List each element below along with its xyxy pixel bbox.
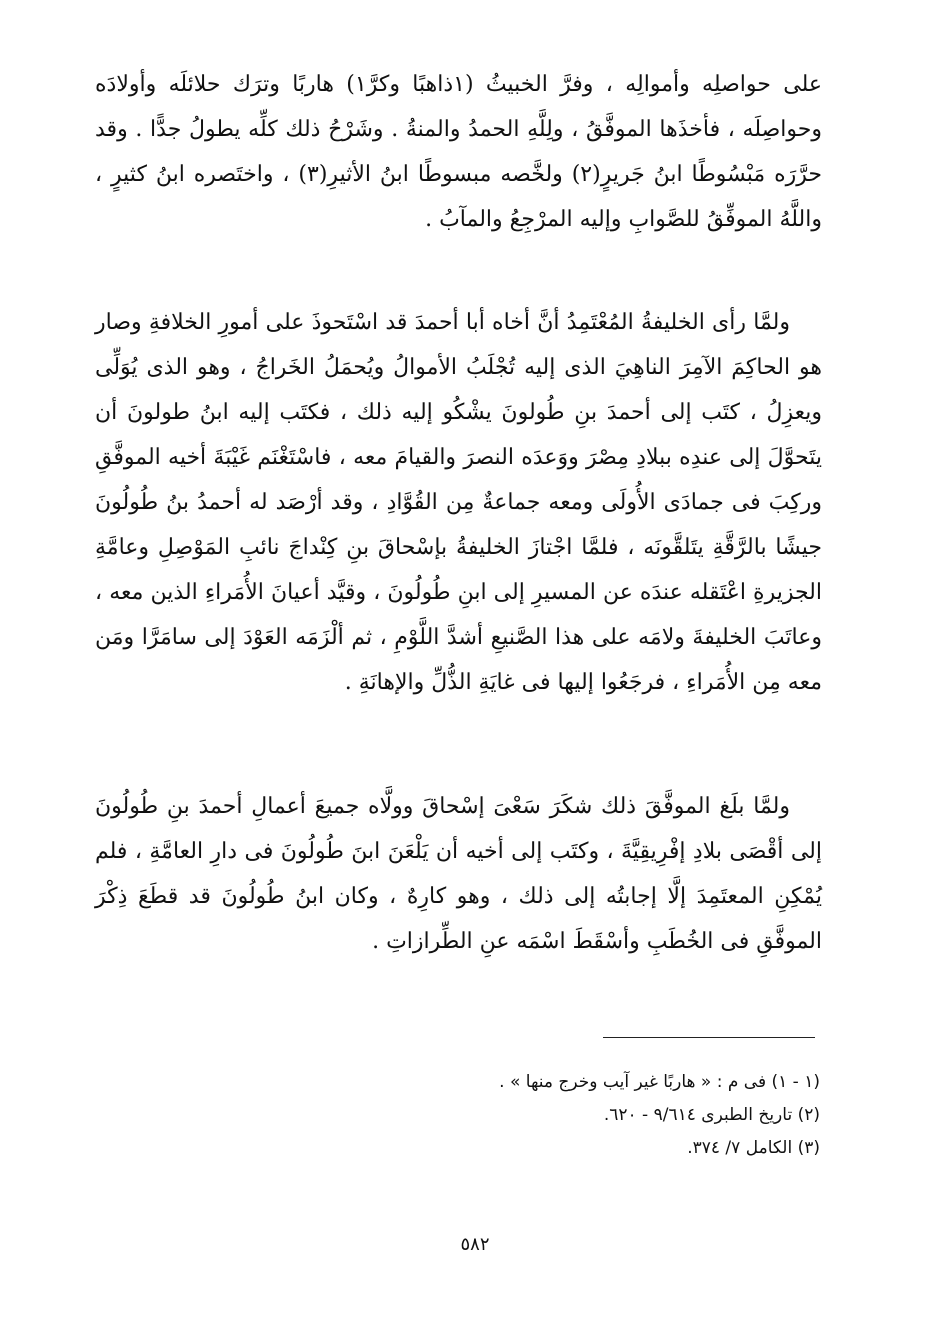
- footnote-separator-rule: [603, 1037, 815, 1038]
- paragraph-1: على حواصلِه وأموالِه ، وفرَّ الخبيثُ (١ذاهبًا وكرَّ١) هاربًا وترَك حلائلَه وأولادَه وحواصِلَه ، فأخذَها الموفَّقُ ، ولِلَّهِ الحمدُ والمنةُ . وشَرْحُ ذلك كلِّه يطولُ جدًّا . وقد حرَّرَه مَبْسُوطًا ابنُ جَريرٍ(٢) ولخَّصه مبسوطًا ابنُ الأثيرِ(٣) ، واختَصره ابنُ كثيرٍ ، واللَّهُ الموفِّقُ للصَّوابِ وإليه المرْجِعُ والمآبُ .: [95, 72, 823, 232]
- footnote-3: (٣) الكامل ٧/ ٣٧٤.: [687, 1138, 820, 1158]
- main-text-block-3: [95, 784, 822, 964]
- footnote-1: (١ - ١) فى م : « هاربًا غير آيب وخرج منها » .: [499, 1072, 820, 1092]
- footnote-2: (٢) تاريخ الطبرى ٩/٦١٤ - ٦٢٠.: [603, 1105, 820, 1125]
- page-number: ٥٨٢: [460, 1234, 490, 1255]
- paragraph-3: ولمَّا بلَغ الموفَّقَ ذلك شكَرَ سَعْىَ إسْحاقَ وولَّاه جميعَ أعمالِ أحمدَ بنِ طُولُونَ إلى أقْصَى بلادِ إفْرِيقِيَّةَ ، وكتَب إلى أخيه أن يَلْعَنَ ابنَ طُولُونَ فى دارِ العامَّةِ ، فلم يُمْكِنِ المعتَمِدَ إلَّا إجابتُه إلى ذلك ، وهو كارِهٌ ، وكان ابنُ طُولُونَ قد قطَعَ ذِكْرَ الموفَّقِ فى الخُطَبِ وأسْقَطَ اسْمَه عنِ الطِّرازاتِ .: [95, 794, 822, 954]
- main-text-block-1: [95, 62, 822, 242]
- footnotes-block: [300, 1066, 820, 1165]
- paragraph-2: ولمَّا رأى الخليفةُ المُعْتَمِدُ أنَّ أخاه أبا أحمدَ قد اسْتَحوذَ على أمورِ الخلافةِ وصار هو الحاكِمَ الآمِرَ الناهِيَ الذى إليه تُجْلَبُ الأموالُ ويُحمَلُ الخَراجُ ، وهو الذى يُوَلِّى ويعزِلُ ، كتَب إلى أحمدَ بنِ طُولونَ يشْكُو إليه ذلك ، فكتَب إليه ابنُ طولونَ أن يتَحوَّلَ إلى عندِه ببلادِ مِصْرَ ووَعدَه النصرَ والقيامَ معه ، فاسْتَغْنَم غَيْبَةَ أخيه الموفَّقِ وركِبَ فى جمادَى الأُولَى ومعه جماعةٌ مِن القُوَّادِ ، وقد أرْصَد له أحمدُ بنُ طُولُونَ جيشًا بالرَّقَّةِ يتَلقَّونَه ، فلمَّا اجْتازَ الخليفةُ بإسْحاقَ بنِ كِنْداجَ نائبِ المَوْصِلِ وعامَّةِ الجزيرةِ اعْتَقله عندَه عن المسيرِ إلى ابنِ طُولُونَ ، وقيَّد أعيانَ الأُمَراءِ الذين معه ، وعاتَبَ الخليفةَ ولامَه على هذا الصَّنيعِ أشدَّ اللَّوْمِ ، ثم ألْزَمَه العَوْدَ إلى سامَرَّا ومَن معه مِن الأُمَراءِ ، فرجَعُوا إليها فى غايَةِ الذُّلِّ والإهانَةِ .: [95, 310, 822, 695]
- main-text-block-2: [95, 300, 822, 705]
